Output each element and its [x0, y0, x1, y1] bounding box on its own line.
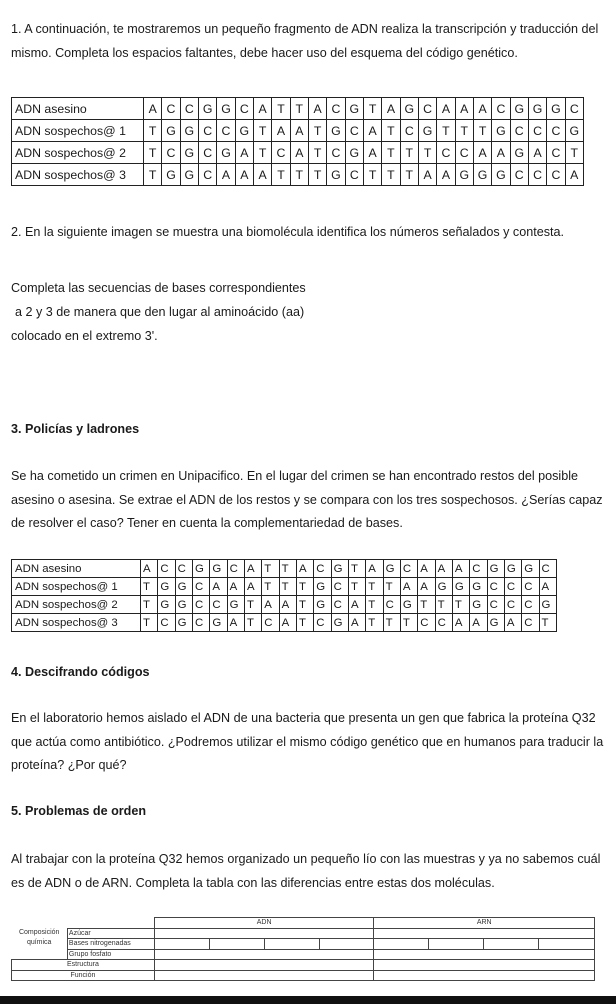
q4-title: 4. Descifrando códigos [11, 665, 150, 679]
base-cell: A [366, 560, 383, 578]
base-cell: T [366, 578, 383, 596]
base-cell: A [210, 578, 227, 596]
base-cell: A [473, 142, 491, 164]
sequence-row [12, 578, 557, 596]
base-cell: T [366, 614, 383, 632]
sequence-row-label: ADN asesino [12, 560, 141, 578]
base-cell: C [198, 142, 216, 164]
base-cell: T [455, 120, 473, 142]
base-cell: T [296, 578, 313, 596]
base-cell: G [314, 596, 331, 614]
base-cell: C [327, 142, 345, 164]
base-cell: G [158, 596, 175, 614]
base-cell: T [348, 560, 365, 578]
base-cell: C [504, 578, 521, 596]
base-cell: A [348, 614, 365, 632]
base-cell: T [296, 614, 313, 632]
base-cell: C [504, 596, 521, 614]
cell-arn-azucar[interactable] [374, 928, 595, 939]
base-cell: G [175, 596, 192, 614]
base-cell: G [492, 120, 510, 142]
base-cell: G [331, 560, 348, 578]
base-cell: T [308, 120, 326, 142]
cell-adn-base-4[interactable] [319, 939, 374, 950]
cell-adn-base-2[interactable] [209, 939, 264, 950]
base-cell: G [180, 120, 198, 142]
base-cell: T [382, 164, 400, 186]
base-cell: A [244, 560, 261, 578]
col-header-arn: ARN [374, 918, 595, 929]
sequence-row-label: ADN sospechos@ 2 [12, 596, 141, 614]
group-label-line-2: química [26, 939, 52, 946]
sequence-row [12, 596, 557, 614]
base-cell: C [547, 120, 565, 142]
base-cell: G [487, 614, 504, 632]
base-cell: A [253, 98, 271, 120]
sequence-row [12, 98, 584, 120]
base-cell: G [192, 560, 209, 578]
cell-adn-funcion[interactable] [154, 970, 374, 981]
base-cell: C [487, 596, 504, 614]
q2-line-3: colocado en el extremo 3'. [11, 329, 158, 343]
base-cell: G [345, 98, 363, 120]
sequence-row-label: ADN sospechos@ 1 [12, 120, 144, 142]
base-cell: A [290, 142, 308, 164]
q1-intro: 1. A continuación, te mostraremos un pequeño fragmento de ADN realiza la transcripción y traducción del mismo. Completa los espacios faltantes, debe hacer uso del esquema del código genético. [11, 22, 599, 60]
row-label-azucar: Azúcar [67, 928, 154, 939]
base-cell: A [382, 98, 400, 120]
base-cell: G [455, 164, 473, 186]
base-cell: G [198, 98, 216, 120]
base-cell: G [210, 560, 227, 578]
base-cell: A [262, 596, 279, 614]
base-cell: T [565, 142, 583, 164]
base-cell: T [418, 596, 435, 614]
base-cell: A [227, 614, 244, 632]
base-cell: A [437, 164, 455, 186]
base-cell: C [470, 560, 487, 578]
base-cell: A [473, 98, 491, 120]
base-cell: C [437, 142, 455, 164]
base-cell: G [492, 164, 510, 186]
base-cell: G [175, 578, 192, 596]
cell-arn-base-3[interactable] [484, 939, 539, 950]
base-cell: G [175, 614, 192, 632]
base-cell: G [504, 560, 521, 578]
base-cell: C [314, 614, 331, 632]
base-cell: A [272, 120, 290, 142]
sequence-row [12, 120, 584, 142]
base-cell: T [435, 596, 452, 614]
base-cell: T [253, 120, 271, 142]
base-cell: T [383, 578, 400, 596]
base-cell: G [547, 98, 565, 120]
base-cell: G [487, 560, 504, 578]
base-cell: A [308, 98, 326, 120]
row-label-fosfato: Grupo fosfato [67, 949, 154, 960]
base-cell: G [235, 120, 253, 142]
col-header-adn: ADN [154, 918, 374, 929]
base-cell: T [272, 98, 290, 120]
base-cell: G [400, 98, 418, 120]
base-cell: C [418, 614, 435, 632]
adn-arn-comparison-table [11, 917, 595, 981]
base-cell: T [279, 560, 296, 578]
q5-title: 5. Problemas de orden [11, 804, 147, 818]
base-cell: C [528, 164, 546, 186]
cell-adn-azucar[interactable] [154, 928, 374, 939]
base-cell: G [227, 596, 244, 614]
group-label-composicion [12, 928, 68, 960]
base-cell: G [565, 120, 583, 142]
q2-line-1: Completa las secuencias de bases correspondientes [11, 281, 306, 295]
base-cell: C [217, 120, 235, 142]
base-cell: C [192, 578, 209, 596]
base-cell: C [547, 164, 565, 186]
sequence-row [12, 614, 557, 632]
base-cell: A [528, 142, 546, 164]
base-cell: C [528, 120, 546, 142]
base-cell: A [435, 560, 452, 578]
base-cell: A [235, 142, 253, 164]
q3-sequence-table [11, 559, 557, 632]
base-cell: G [162, 164, 180, 186]
cell-adn-base-3[interactable] [264, 939, 319, 950]
base-cell: C [510, 164, 528, 186]
q5-text: Al trabajar con la proteína Q32 hemos organizado un pequeño lío con las muestras y ya no sabemos cuál es de ADN o de ARN. Completa la tabla con las diferencias entre estas dos moléculas. [11, 852, 601, 890]
base-cell: C [345, 120, 363, 142]
base-cell: C [492, 98, 510, 120]
base-cell: C [455, 142, 473, 164]
base-cell: A [492, 142, 510, 164]
base-cell: G [162, 120, 180, 142]
base-cell: A [141, 560, 158, 578]
base-cell: G [331, 614, 348, 632]
base-cell: G [473, 164, 491, 186]
base-cell: C [331, 578, 348, 596]
base-cell: A [455, 98, 473, 120]
base-cell: T [296, 596, 313, 614]
base-cell: C [547, 142, 565, 164]
sequence-row [12, 164, 584, 186]
base-cell: G [435, 578, 452, 596]
base-cell: A [452, 560, 469, 578]
base-cell: G [539, 596, 556, 614]
base-cell: A [418, 560, 435, 578]
base-cell: T [400, 614, 417, 632]
base-cell: G [180, 142, 198, 164]
base-cell: T [400, 142, 418, 164]
base-cell: T [348, 578, 365, 596]
base-cell: T [141, 596, 158, 614]
base-cell: G [418, 120, 436, 142]
base-cell: G [470, 578, 487, 596]
base-cell: T [141, 614, 158, 632]
base-cell: C [400, 120, 418, 142]
base-cell: C [192, 614, 209, 632]
base-cell: A [144, 98, 162, 120]
cell-adn-estructura[interactable] [154, 960, 374, 971]
q1-sequence-table [11, 97, 584, 186]
base-cell: C [192, 596, 209, 614]
base-cell: G [522, 560, 539, 578]
base-cell: G [345, 142, 363, 164]
base-cell: T [382, 120, 400, 142]
cell-arn-estructura[interactable] [374, 960, 595, 971]
base-cell: A [363, 120, 381, 142]
sequence-row-label: ADN sospechos@ 2 [12, 142, 144, 164]
base-cell: C [210, 596, 227, 614]
sequence-row-label: ADN sospechos@ 1 [12, 578, 141, 596]
sequence-row-label: ADN sospechos@ 3 [12, 164, 144, 186]
base-cell: G [510, 98, 528, 120]
base-cell: C [565, 98, 583, 120]
base-cell: C [345, 164, 363, 186]
base-cell: T [382, 142, 400, 164]
bottom-edge-bar [0, 996, 616, 1004]
base-cell: C [522, 578, 539, 596]
base-cell: T [253, 142, 271, 164]
row-label-estructura: Estructura [12, 960, 155, 971]
base-cell: G [452, 578, 469, 596]
base-cell: C [158, 614, 175, 632]
base-cell: C [327, 98, 345, 120]
base-cell: T [452, 596, 469, 614]
base-cell: A [217, 164, 235, 186]
q2-line-2: a 2 y 3 de manera que den lugar al aminoácido (aa) [15, 305, 305, 319]
base-cell: C [180, 98, 198, 120]
base-cell: G [528, 98, 546, 120]
cell-arn-base-1[interactable] [374, 939, 429, 950]
row-label-bases: Bases nitrogenadas [67, 939, 154, 950]
base-cell: T [279, 578, 296, 596]
base-cell: G [217, 98, 235, 120]
base-cell: A [279, 614, 296, 632]
base-cell: T [272, 164, 290, 186]
base-cell: G [158, 578, 175, 596]
cell-arn-base-4[interactable] [539, 939, 595, 950]
base-cell: A [418, 578, 435, 596]
base-cell: C [435, 614, 452, 632]
base-cell: A [363, 142, 381, 164]
q2-intro: 2. En la siguiente imagen se muestra una biomolécula identifica los números señalados y contesta. [11, 225, 565, 239]
q3-text: Se ha cometido un crimen en Unipacifico. En el lugar del crimen se han encontrado restos del posible asesino o asesina. Se extrae el ADN de los restos y se compara con los tres sospechosos. ¿Serías capaz de resolver el caso? Tener en cuenta la complementariedad de bases. [11, 469, 603, 530]
base-cell: C [314, 560, 331, 578]
base-cell: C [400, 560, 417, 578]
base-cell: A [539, 578, 556, 596]
base-cell: C [418, 98, 436, 120]
base-cell: T [366, 596, 383, 614]
base-cell: A [504, 614, 521, 632]
base-cell: T [144, 142, 162, 164]
base-cell: A [452, 614, 469, 632]
base-cell: T [144, 120, 162, 142]
base-cell: C [522, 596, 539, 614]
base-cell: T [539, 614, 556, 632]
base-cell: A [296, 560, 313, 578]
base-cell: C [487, 578, 504, 596]
base-cell: A [565, 164, 583, 186]
base-cell: T [262, 578, 279, 596]
sequence-row-label: ADN sospechos@ 3 [12, 614, 141, 632]
base-cell: T [363, 98, 381, 120]
base-cell: A [253, 164, 271, 186]
base-cell: T [437, 120, 455, 142]
base-cell: A [244, 578, 261, 596]
base-cell: T [290, 164, 308, 186]
base-cell: T [363, 164, 381, 186]
base-cell: C [262, 614, 279, 632]
base-cell: C [510, 120, 528, 142]
cell-adn-base-1[interactable] [154, 939, 209, 950]
base-cell: T [473, 120, 491, 142]
base-cell: C [162, 142, 180, 164]
base-cell: A [235, 164, 253, 186]
base-cell: G [400, 596, 417, 614]
base-cell: G [210, 614, 227, 632]
base-cell: T [244, 614, 261, 632]
base-cell: G [217, 142, 235, 164]
base-cell: C [272, 142, 290, 164]
base-cell: T [262, 560, 279, 578]
base-cell: C [522, 614, 539, 632]
cell-arn-funcion[interactable] [374, 970, 595, 981]
base-cell: T [244, 596, 261, 614]
base-cell: C [227, 560, 244, 578]
base-cell: C [383, 596, 400, 614]
row-label-funcion: Función [12, 970, 155, 981]
base-cell: A [437, 98, 455, 120]
base-cell: G [327, 120, 345, 142]
base-cell: C [198, 164, 216, 186]
base-cell: G [383, 560, 400, 578]
sequence-row [12, 142, 584, 164]
base-cell: A [470, 614, 487, 632]
base-cell: T [141, 578, 158, 596]
base-cell: T [400, 164, 418, 186]
base-cell: A [418, 164, 436, 186]
base-cell: C [539, 560, 556, 578]
base-cell: T [144, 164, 162, 186]
base-cell: C [235, 98, 253, 120]
sequence-row-label: ADN asesino [12, 98, 144, 120]
base-cell: A [400, 578, 417, 596]
base-cell: C [162, 98, 180, 120]
base-cell: G [314, 578, 331, 596]
base-cell: G [510, 142, 528, 164]
sequence-row [12, 560, 557, 578]
base-cell: T [418, 142, 436, 164]
cell-arn-fosfato[interactable] [374, 949, 595, 960]
base-cell: C [331, 596, 348, 614]
q4-text: En el laboratorio hemos aislado el ADN de una bacteria que presenta un gen que fabrica la proteína Q32 que actúa como antibiótico. ¿Podremos utilizar el mismo código genético que en humanos para traducir la proteína? ¿Por qué? [11, 711, 604, 772]
base-cell: A [279, 596, 296, 614]
base-cell: C [158, 560, 175, 578]
group-label-line-1: Composición [18, 929, 60, 936]
cell-adn-fosfato[interactable] [154, 949, 374, 960]
base-cell: T [290, 98, 308, 120]
base-cell: A [227, 578, 244, 596]
base-cell: G [470, 596, 487, 614]
base-cell: G [180, 164, 198, 186]
base-cell: T [308, 164, 326, 186]
base-cell: A [290, 120, 308, 142]
base-cell: T [383, 614, 400, 632]
base-cell: T [308, 142, 326, 164]
cell-arn-base-2[interactable] [429, 939, 484, 950]
base-cell: A [348, 596, 365, 614]
base-cell: C [198, 120, 216, 142]
base-cell: C [175, 560, 192, 578]
q3-title: 3. Policías y ladrones [11, 422, 140, 436]
base-cell: G [327, 164, 345, 186]
